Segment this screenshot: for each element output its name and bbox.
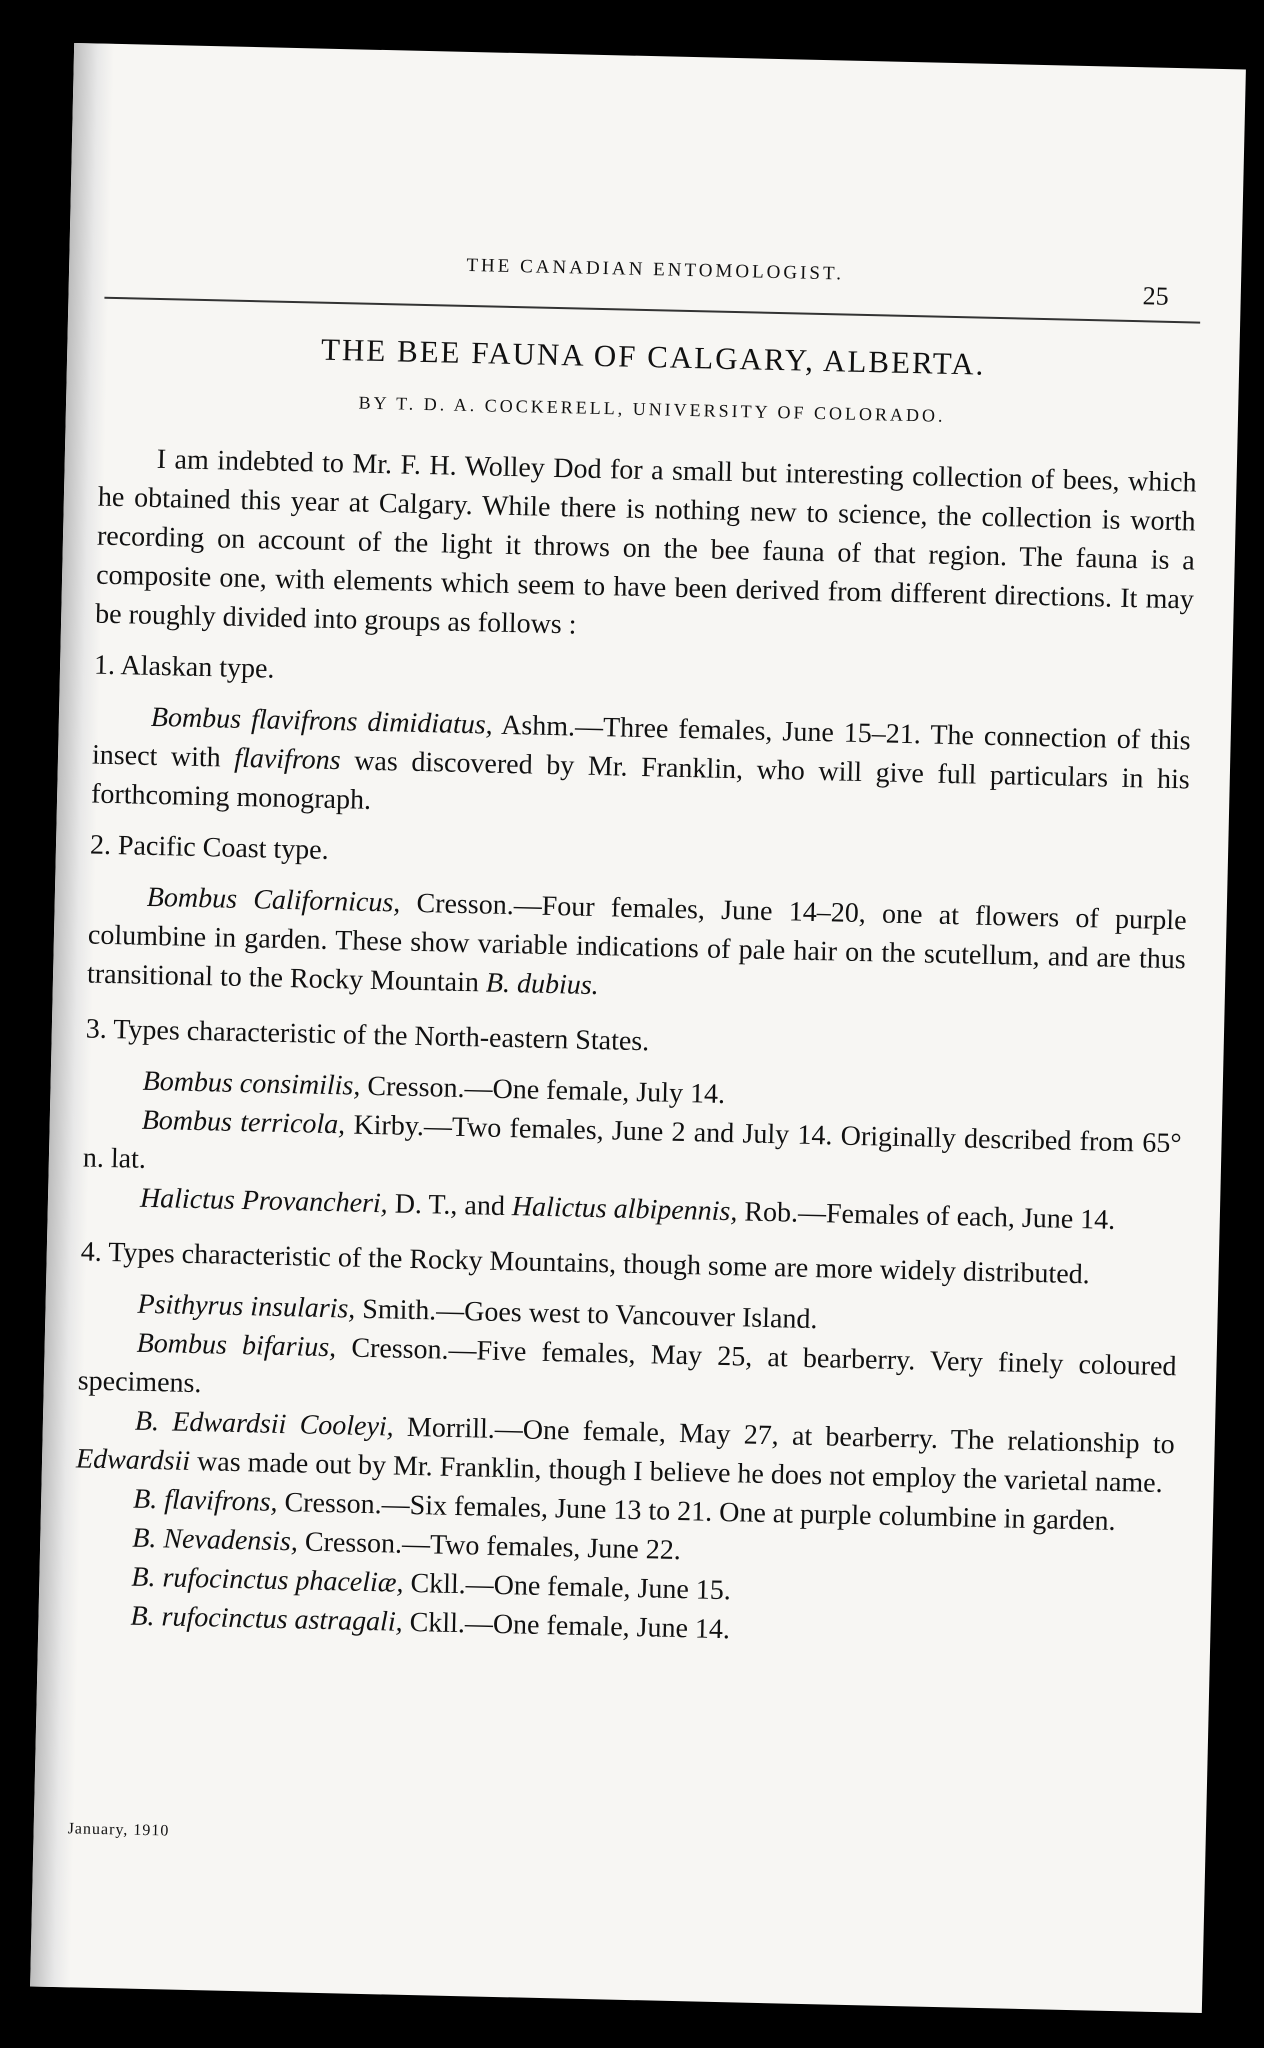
species-name: B. Edwardsii Cooleyi,	[134, 1405, 395, 1443]
species-name: Bombus flavifrons dimidiatus,	[150, 701, 494, 741]
species-name: B. flavifrons,	[132, 1483, 278, 1518]
entry-text: Rob.—Females of each, June 14.	[737, 1196, 1116, 1236]
species-name: flavifrons	[234, 742, 341, 777]
entry-text: Cresson.—Two females, June 22.	[297, 1526, 682, 1567]
group-heading: 2. Pacific Coast type.	[89, 829, 330, 866]
species-name: Halictus Provancheri,	[139, 1182, 389, 1220]
entry-text: Smith.—Goes west to Vancouver Island.	[355, 1293, 818, 1336]
species-name: Bombus Californicus,	[146, 881, 401, 919]
species-name: Bombus bifarius,	[136, 1327, 337, 1364]
page-number: 25	[1142, 281, 1170, 311]
species-name: B. rufocinctus astragali,	[130, 1600, 404, 1638]
entry-text: Kirby.—Two females, June 2 and July 14. Originally described from 65° n. lat.	[82, 1109, 1182, 1175]
article-body	[72, 439, 1197, 1660]
species-name: B. dubius.	[485, 967, 600, 1002]
species-name: B. Nevadensis,	[131, 1522, 299, 1558]
species-name: Edwardsii	[75, 1443, 191, 1477]
entry-text: Ckll.—One female, June 14.	[402, 1606, 731, 1646]
entry-text: Cresson.—Four females, June 14–20, one at flowers of purple columbine in garden. These show variable indications of pale hair on the scutellum, and are thus transitional to the Rocky Mountain	[86, 887, 1187, 999]
entry-text: was discovered by Mr. Franklin, who will give full particulars in his forthcoming monograph.	[90, 745, 1191, 816]
header-rule	[104, 297, 1200, 324]
intro-paragraph: I am indebted to Mr. F. H. Wolley Dod for a small but interesting collection of bees, which he obtained this year at Calgary. While there is nothing new to science, the collection is worth recording on account of the light it throws on the bee fauna of that region. The fauna is a composite one, with elements which seem to have been derived from different directions. It may be roughly divided into groups as follows :	[94, 443, 1197, 641]
species-name: Bombus consimilis,	[142, 1065, 361, 1102]
species-name: Halictus albipennis,	[511, 1191, 738, 1228]
entry-text: Cresson.—One female, July 14.	[360, 1070, 726, 1110]
species-name: B. rufocinctus phaceliæ,	[131, 1561, 404, 1599]
entry-text: Cresson.—Six females, June 13 to 21. One at purple columbine in garden.	[277, 1486, 1116, 1537]
entry-text: Ckll.—One female, June 15.	[403, 1567, 732, 1607]
entry-text: D. T., and	[387, 1188, 513, 1223]
species-name: Psithyrus insularis,	[137, 1288, 356, 1325]
species-entry	[91, 697, 1191, 839]
byline: BY T. D. A. COCKERELL, UNIVERSITY OF COLORADO.	[358, 392, 946, 426]
entry-text: was made out by Mr. Franklin, though I believe he does not employ the varietal name.	[189, 1445, 1164, 1500]
species-entry	[87, 877, 1187, 1019]
group-heading: 1. Alaskan type.	[93, 649, 275, 685]
issue-date-footer: January, 1910	[67, 1820, 170, 1840]
entry-text: Cresson.—Five females, May 25, at bearberry. Very finely coloured specimens.	[77, 1332, 1177, 1400]
article-title: THE BEE FAUNA OF CALGARY, ALBERTA.	[320, 331, 986, 382]
entry-text: Morrill.—One female, May 27, at bearberry. The relationship to	[393, 1411, 1176, 1461]
group-heading: 4. Types characteristic of the Rocky Mountains, though some are more widely distributed.	[80, 1236, 1091, 1291]
journal-page	[30, 43, 1246, 2013]
species-name: Bombus terricola,	[141, 1104, 346, 1141]
group-heading: 3. Types characteristic of the North-eastern States.	[85, 1013, 650, 1058]
running-head: THE CANADIAN ENTOMOLOGIST.	[466, 254, 845, 285]
entry-text: Ashm.—Three females, June 15–21. The connection of this insect with	[91, 709, 1192, 774]
